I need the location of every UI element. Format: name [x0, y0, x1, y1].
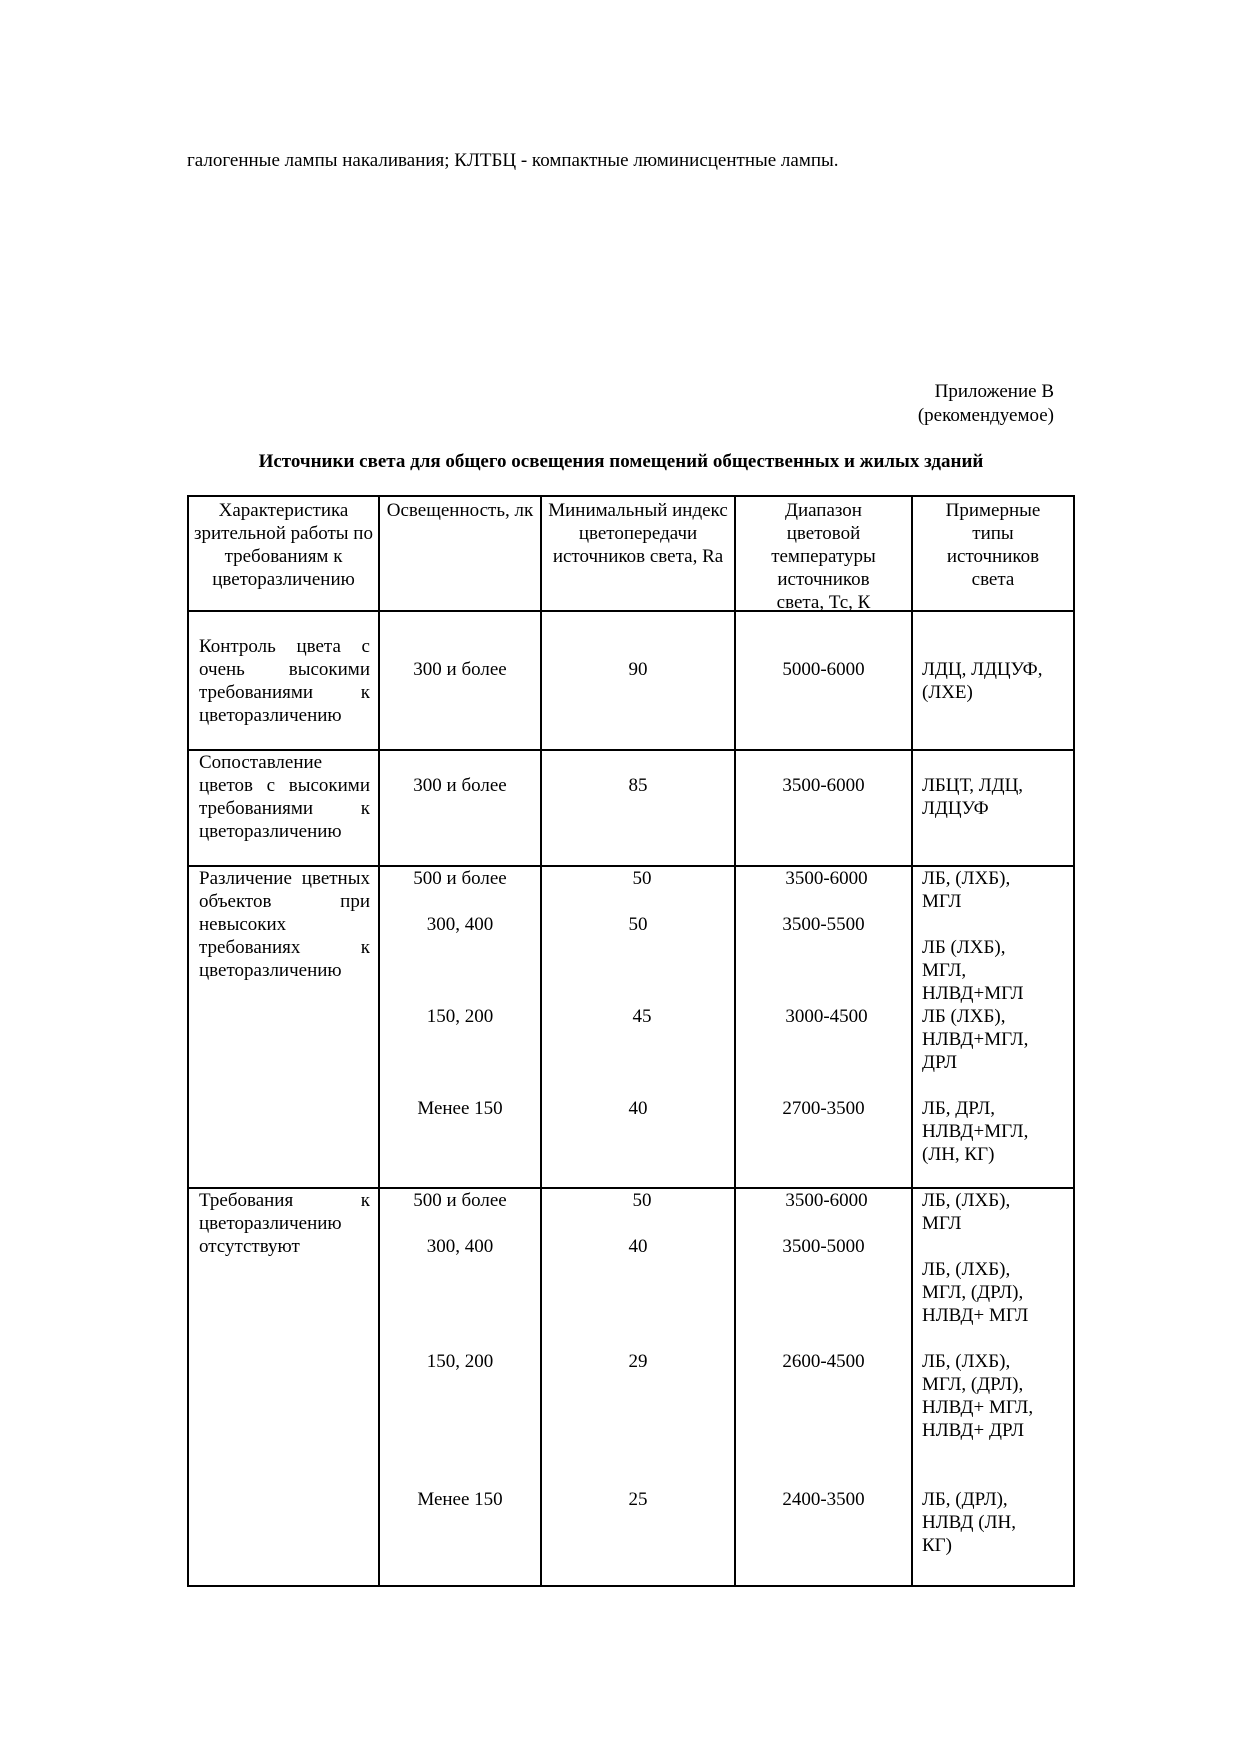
row-4-temp-4: 2400-3500 [782, 1489, 865, 1510]
row-4-types-4: ЛБ, (ДРЛ), НЛВД (ЛН, КГ) [922, 1489, 1016, 1556]
row-2-temp: 3500-6000 [782, 775, 865, 796]
intro-text: галогенные лампы накаливания; КЛТБЦ - компактные люминисцентные лампы. [187, 150, 839, 171]
row-4-ra-2: 40 [628, 1236, 648, 1257]
row-divider [189, 610, 1073, 612]
row-3-ra-2: 50 [628, 914, 648, 935]
row-4-characteristic: Требования к цветоразличению отсутствуют [199, 1190, 370, 1257]
light-sources-table [187, 495, 1075, 1587]
row-3-types-3: ЛБ (ЛХБ), НЛВД+МГЛ, ДРЛ [922, 1006, 1029, 1073]
row-4-ra-1: 50 [632, 1190, 652, 1211]
row-1-temp: 5000-6000 [782, 659, 865, 680]
row-3-ra-1: 50 [632, 868, 652, 889]
row-1-characteristic: Контроль цвета с очень высокими требованиями к цветоразличению [199, 636, 370, 726]
row-3-types-4: ЛБ, ДРЛ, НЛВД+МГЛ, (ЛН, КГ) [922, 1098, 1029, 1165]
row-1-types: ЛДЦ, ЛДЦУФ, (ЛХЕ) [922, 659, 1043, 703]
row-3-temp-2: 3500-5500 [782, 914, 865, 935]
row-4-illuminance-2: 300, 400 [426, 1236, 494, 1257]
row-4-ra-3: 29 [628, 1351, 648, 1372]
row-1-ra: 90 [628, 659, 648, 680]
row-3-temp-3: 3000-4500 [785, 1006, 868, 1027]
header-light-source-types: Примерные типы источников света [945, 500, 1041, 590]
row-4-illuminance-1: 500 и более [413, 1190, 507, 1211]
row-3-illuminance-1: 500 и более [413, 868, 507, 889]
appendix-title: Приложение В [934, 381, 1054, 402]
row-4-temp-1: 3500-6000 [785, 1190, 868, 1211]
row-4-types-2: ЛБ, (ЛХБ), МГЛ, (ДРЛ), НЛВД+ МГЛ [922, 1259, 1029, 1326]
row-3-ra-4: 40 [628, 1098, 648, 1119]
row-1-illuminance: 300 и более [413, 659, 507, 680]
row-3-characteristic: Различение цветных объектов при невысоких требованиях к цветоразличению [199, 868, 370, 981]
row-3-types-2: ЛБ (ЛХБ), МГЛ, НЛВД+МГЛ [922, 937, 1024, 1004]
row-3-temp-4: 2700-3500 [782, 1098, 865, 1119]
row-2-characteristic: Сопоставление цветов с высокими требованиями к цветоразличению [199, 752, 370, 842]
row-4-temp-2: 3500-5000 [782, 1236, 865, 1257]
header-characteristic: Характеристика зрительной работы по требованиям к цветоразличению [194, 500, 373, 590]
row-3-illuminance-2: 300, 400 [426, 914, 494, 935]
header-illuminance: Освещенность, лк [386, 500, 534, 521]
appendix-note: (рекомендуемое) [917, 405, 1054, 426]
row-3-types-1: ЛБ, (ЛХБ), МГЛ [922, 868, 1011, 912]
row-3-temp-1: 3500-6000 [785, 868, 868, 889]
row-4-illuminance-3: 150, 200 [426, 1351, 494, 1372]
row-4-ra-4: 25 [628, 1489, 648, 1510]
row-3-illuminance-3: 150, 200 [426, 1006, 494, 1027]
row-3-ra-3: 45 [632, 1006, 652, 1027]
header-color-temperature: Диапазон цветовой температуры источников света, Тс, К [771, 500, 876, 613]
header-color-rendering-index: Минимальный индекс цветопередачи источников света, Ra [548, 500, 728, 567]
appendix-label [918, 380, 1054, 428]
row-2-illuminance: 300 и более [413, 775, 507, 796]
table-title: Источники света для общего освещения помещений общественных и жилых зданий [258, 451, 984, 472]
row-2-types: ЛБЦТ, ЛДЦ, ЛДЦУФ [922, 775, 1024, 819]
row-3-illuminance-4: Менее 150 [417, 1098, 503, 1119]
row-2-ra: 85 [628, 775, 648, 796]
row-4-temp-3: 2600-4500 [782, 1351, 865, 1372]
row-4-types-1: ЛБ, (ЛХБ), МГЛ [922, 1190, 1011, 1234]
row-4-types-3: ЛБ, (ЛХБ), МГЛ, (ДРЛ), НЛВД+ МГЛ, НЛВД+ ДРЛ [922, 1351, 1034, 1441]
row-4-illuminance-4: Менее 150 [417, 1489, 503, 1510]
